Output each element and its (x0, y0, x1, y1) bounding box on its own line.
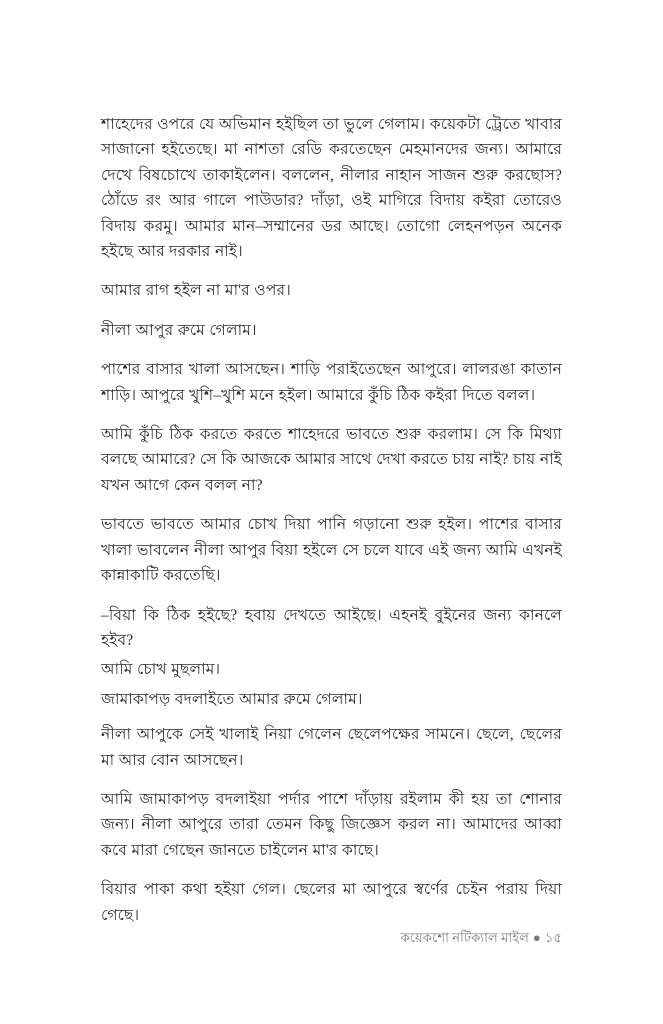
footer-separator-bullet: ● (532, 930, 541, 945)
paragraph: আমি কুঁচি ঠিক করতে করতে শাহেদরে ভাবতে শুরু করলাম। সে কি মিথ্যা বলছে আমারে? সে কি আজকে আমার সাথে দেখা করতে চায় নাই? চায় নাই যখন আগে কেন বলল না? (101, 426, 562, 494)
footer-book-title: কয়েকশো নটিক্যাল মাইল (400, 930, 529, 945)
dialogue-paragraph: জামাকাপড় বদলাইতে আমার রুমে গেলাম। (101, 690, 363, 708)
footer-page-number: ১৫ (544, 930, 562, 945)
paragraph: আমি জামাকাপড় বদলাইয়া পর্দার পাশে দাঁড়ায় রইলাম কী হয় তা শোনার জন্য। নীলা আপুরে তারা তেমন কিছু জিজ্ঞেস করল না। আমাদের আব্বা কবে মারা গেছেন জানতে চাইলেন মা'র কাছে। (101, 790, 562, 859)
paragraph: পাশের বাসার খালা আসছেন। শাড়ি পরাইতেছেন আপুরে। লালরঙা কাতান শাড়ি। আপুরে খুশি–খুশি মনে হইল। আমারে কুঁচি ঠিক কইরা দিতে বলল। (101, 361, 562, 404)
body-text-column (101, 112, 562, 942)
paragraph: নীলা আপুর রুমে গেলাম। (101, 321, 257, 339)
dialogue-paragraph: আমি চোখ মুছলাম। (101, 661, 221, 679)
paragraph: ভাবতে ভাবতে আমার চোখ দিয়া পানি গড়ানো শুরু হইল। পাশের বাসার খালা ভাবলেন নীলা আপুর বিয়া হইলে সে চলে যাবে এই জন্য আমি এখনই কান্নাকাটি করতেছি। (101, 516, 562, 585)
paragraph: শাহেদের ওপরে যে অভিমান হইছিল তা ভুলে গেলাম। কয়েকটা ট্রেতে খাবার সাজানো হইতেছে। মা নাশতা রেডি করতেছেন মেহমানদের জন্য। আমারে দেখে বিষচোখে তাকাইলেন। বললেন, নীলার নাহান সাজন শুরু করছোস? ঠোঁডে রং আর গালে পাউডার? দাঁড়া, ওই মাগিরে বিদায় কইরা তোরেও বিদায় করমু। আমার মান–সম্মানের ডর আছে। তোগো লেহনপড়ন অনেক হইছে আর দরকার নাই। (101, 116, 562, 261)
paragraph: নীলা আপুকে সেই খালাই নিয়া গেলেন ছেলেপক্ষের সামনে। ছেলে, ছেলের মা আর বোন আসছেন। (101, 726, 562, 769)
page-footer (101, 928, 562, 948)
paragraph: আমার রাগ হইল না মা'র ওপর। (101, 282, 291, 300)
paragraph: বিয়ার পাকা কথা হইয়া গেল। ছেলের মা আপুরে স্বর্ণের চেইন পরায় দিয়া গেছে। (101, 881, 562, 924)
dialogue-paragraph: –বিয়া কি ঠিক হইছে? হবায় দেখতে আইছে। এহনই বুইনের জন্য কানলে হইব? (101, 606, 562, 649)
